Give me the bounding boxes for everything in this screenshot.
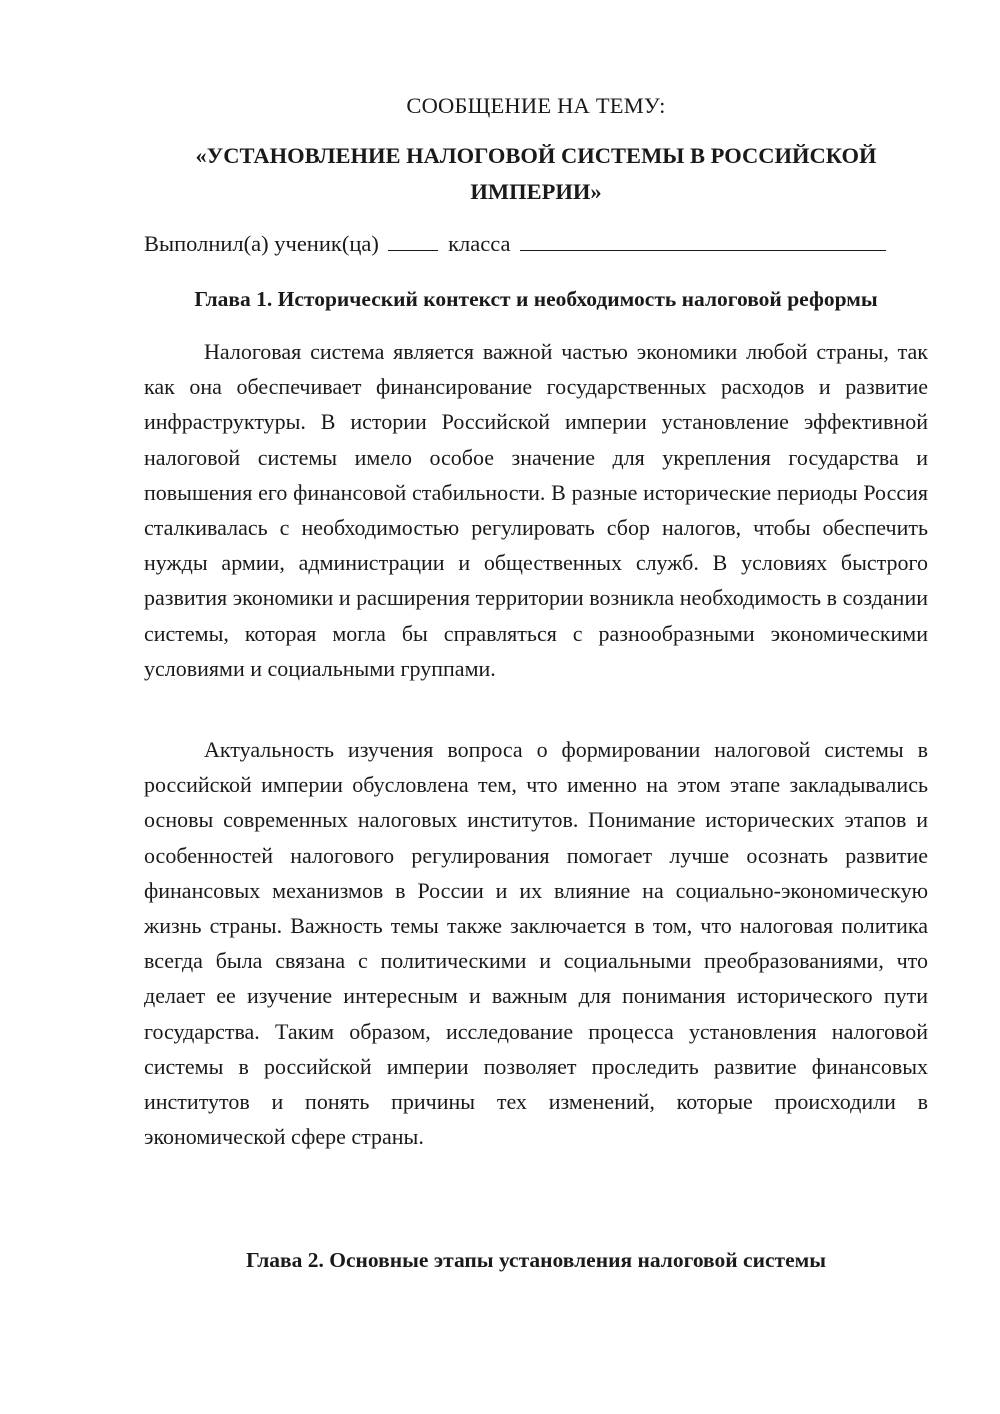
name-blank[interactable] — [520, 232, 886, 251]
grade-blank[interactable] — [388, 232, 438, 251]
chapter-1-paragraph-1: Налоговая система является важной частью экономики любой страны, так как она обеспечивает финансирование государственных расходов и развитие инфраструктуры. В истории Российской империи установление эффективной налоговой системы имело особое значение для укрепления государства и повышения его финансовой стабильности. В разные исторические периоды Россия сталкивалась с необходимостью регулировать сбор налогов, чтобы обеспечить нужды армии, администрации и общественных служб. В условиях быстрого развития экономики и расширения территории возникла необходимость в создании системы, которая могла бы справляться с разнообразными экономическими условиями и социальными группами. — [144, 339, 928, 681]
subject-line: СООБЩЕНИЕ НА ТЕМУ: — [406, 93, 666, 118]
chapter-1-paragraph-2: Актуальность изучения вопроса о формировании налоговой системы в российской империи обусловлена тем, что именно на этом этапе закладывались основы современных налоговых институтов. Понимание исторических этапов и особенностей налогового регулирования помогает лучше осознать развитие финансовых механизмов в России и их влияние на социально-экономическую жизнь страны. Важность темы также заключается в том, что налоговая политика всегда была связана с политическими и социальными преобразованиями, что делает ее изучение интересным и важным для понимания исторического пути государства. Таким образом, исследование процесса установления налоговой системы в российской империи позволяет проследить развитие финансовых институтов и понять причины тех изменений, которые происходили в экономической сфере страны. — [144, 737, 928, 1150]
class-label: класса — [448, 231, 511, 256]
performer-label: Выполнил(а) ученик(ца) — [144, 231, 379, 256]
chapter-2-heading: Глава 2. Основные этапы установления налоговой системы — [245, 1248, 827, 1272]
performer-line — [144, 231, 928, 257]
chapter-1-heading: Глава 1. Исторический контекст и необходимость налоговой реформы — [194, 287, 878, 311]
document-title: «УСТАНОВЛЕНИЕ НАЛОГОВОЙ СИСТЕМЫ В РОССИЙСКОЙ ИМПЕРИИ» — [195, 143, 877, 204]
